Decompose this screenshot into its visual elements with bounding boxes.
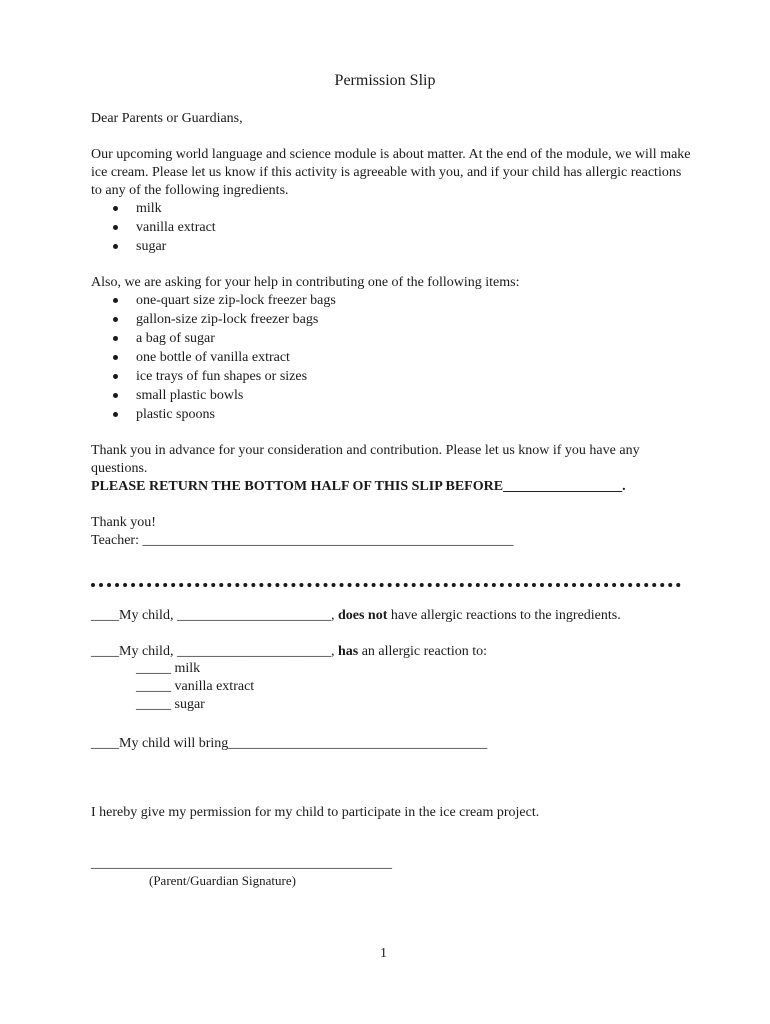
signature-line[interactable]: ___________________________________________ <box>91 856 392 871</box>
thanks-advance: Thank you in advance for your consideration and contribution. Please let us know if you have any questions. <box>91 443 640 476</box>
bullet-icon <box>113 225 118 230</box>
list-item: sugar <box>91 237 216 256</box>
contribution-list <box>91 291 336 424</box>
list-item: a bag of sugar <box>91 329 336 348</box>
bullet-icon <box>113 317 118 322</box>
cut-line <box>91 583 681 587</box>
allergy-option-sugar[interactable]: _____ sugar <box>136 697 205 712</box>
bullet-icon <box>113 206 118 211</box>
allergy-line[interactable]: ____My child, ______________________, has an allergic reaction to: <box>91 644 487 659</box>
list-item: ice trays of fun shapes or sizes <box>91 367 336 386</box>
bullet-icon <box>113 355 118 360</box>
bring-line[interactable]: ____My child will bring_____________________________________ <box>91 736 488 751</box>
ingredients-list <box>91 199 216 256</box>
signature-label: (Parent/Guardian Signature) <box>149 873 296 888</box>
bullet-icon <box>113 244 118 249</box>
bullet-icon <box>113 412 118 417</box>
allergy-option-vanilla[interactable]: _____ vanilla extract <box>136 679 255 694</box>
list-item: one-quart size zip-lock freezer bags <box>91 291 336 310</box>
intro-paragraph: Our upcoming world language and science module is about matter. At the end of the module, we will make ice cream. Please let us know if this activity is agreeable with you, and if your child has allergic reactions to any of the following ingredients. <box>91 147 691 198</box>
list-item: milk <box>91 199 216 218</box>
return-notice: PLEASE RETURN THE BOTTOM HALF OF THIS SLIP BEFORE_________________. <box>91 479 626 494</box>
list-item: gallon-size zip-lock freezer bags <box>91 310 336 329</box>
permission-statement: I hereby give my permission for my child to participate in the ice cream project. <box>91 805 540 820</box>
bullet-icon <box>113 374 118 379</box>
thank-you: Thank you! <box>91 515 156 530</box>
list-item: one bottle of vanilla extract <box>91 348 336 367</box>
greeting: Dear Parents or Guardians, <box>91 111 243 126</box>
contribution-intro: Also, we are asking for your help in contributing one of the following items: <box>91 275 520 290</box>
teacher-line[interactable]: Teacher: _____________________________________________________ <box>91 533 514 548</box>
page-title: Permission Slip <box>334 72 436 89</box>
allergy-options <box>136 660 254 714</box>
bullet-icon <box>113 393 118 398</box>
allergy-option-milk[interactable]: _____ milk <box>136 661 201 676</box>
bullet-icon <box>113 336 118 341</box>
no-allergy-line[interactable]: ____My child, ______________________, does not have allergic reactions to the ingredients. <box>91 608 621 623</box>
list-item: plastic spoons <box>91 405 336 424</box>
bullet-icon <box>113 298 118 303</box>
list-item: small plastic bowls <box>91 386 336 405</box>
page-number: 1 <box>380 946 387 961</box>
list-item: vanilla extract <box>91 218 216 237</box>
